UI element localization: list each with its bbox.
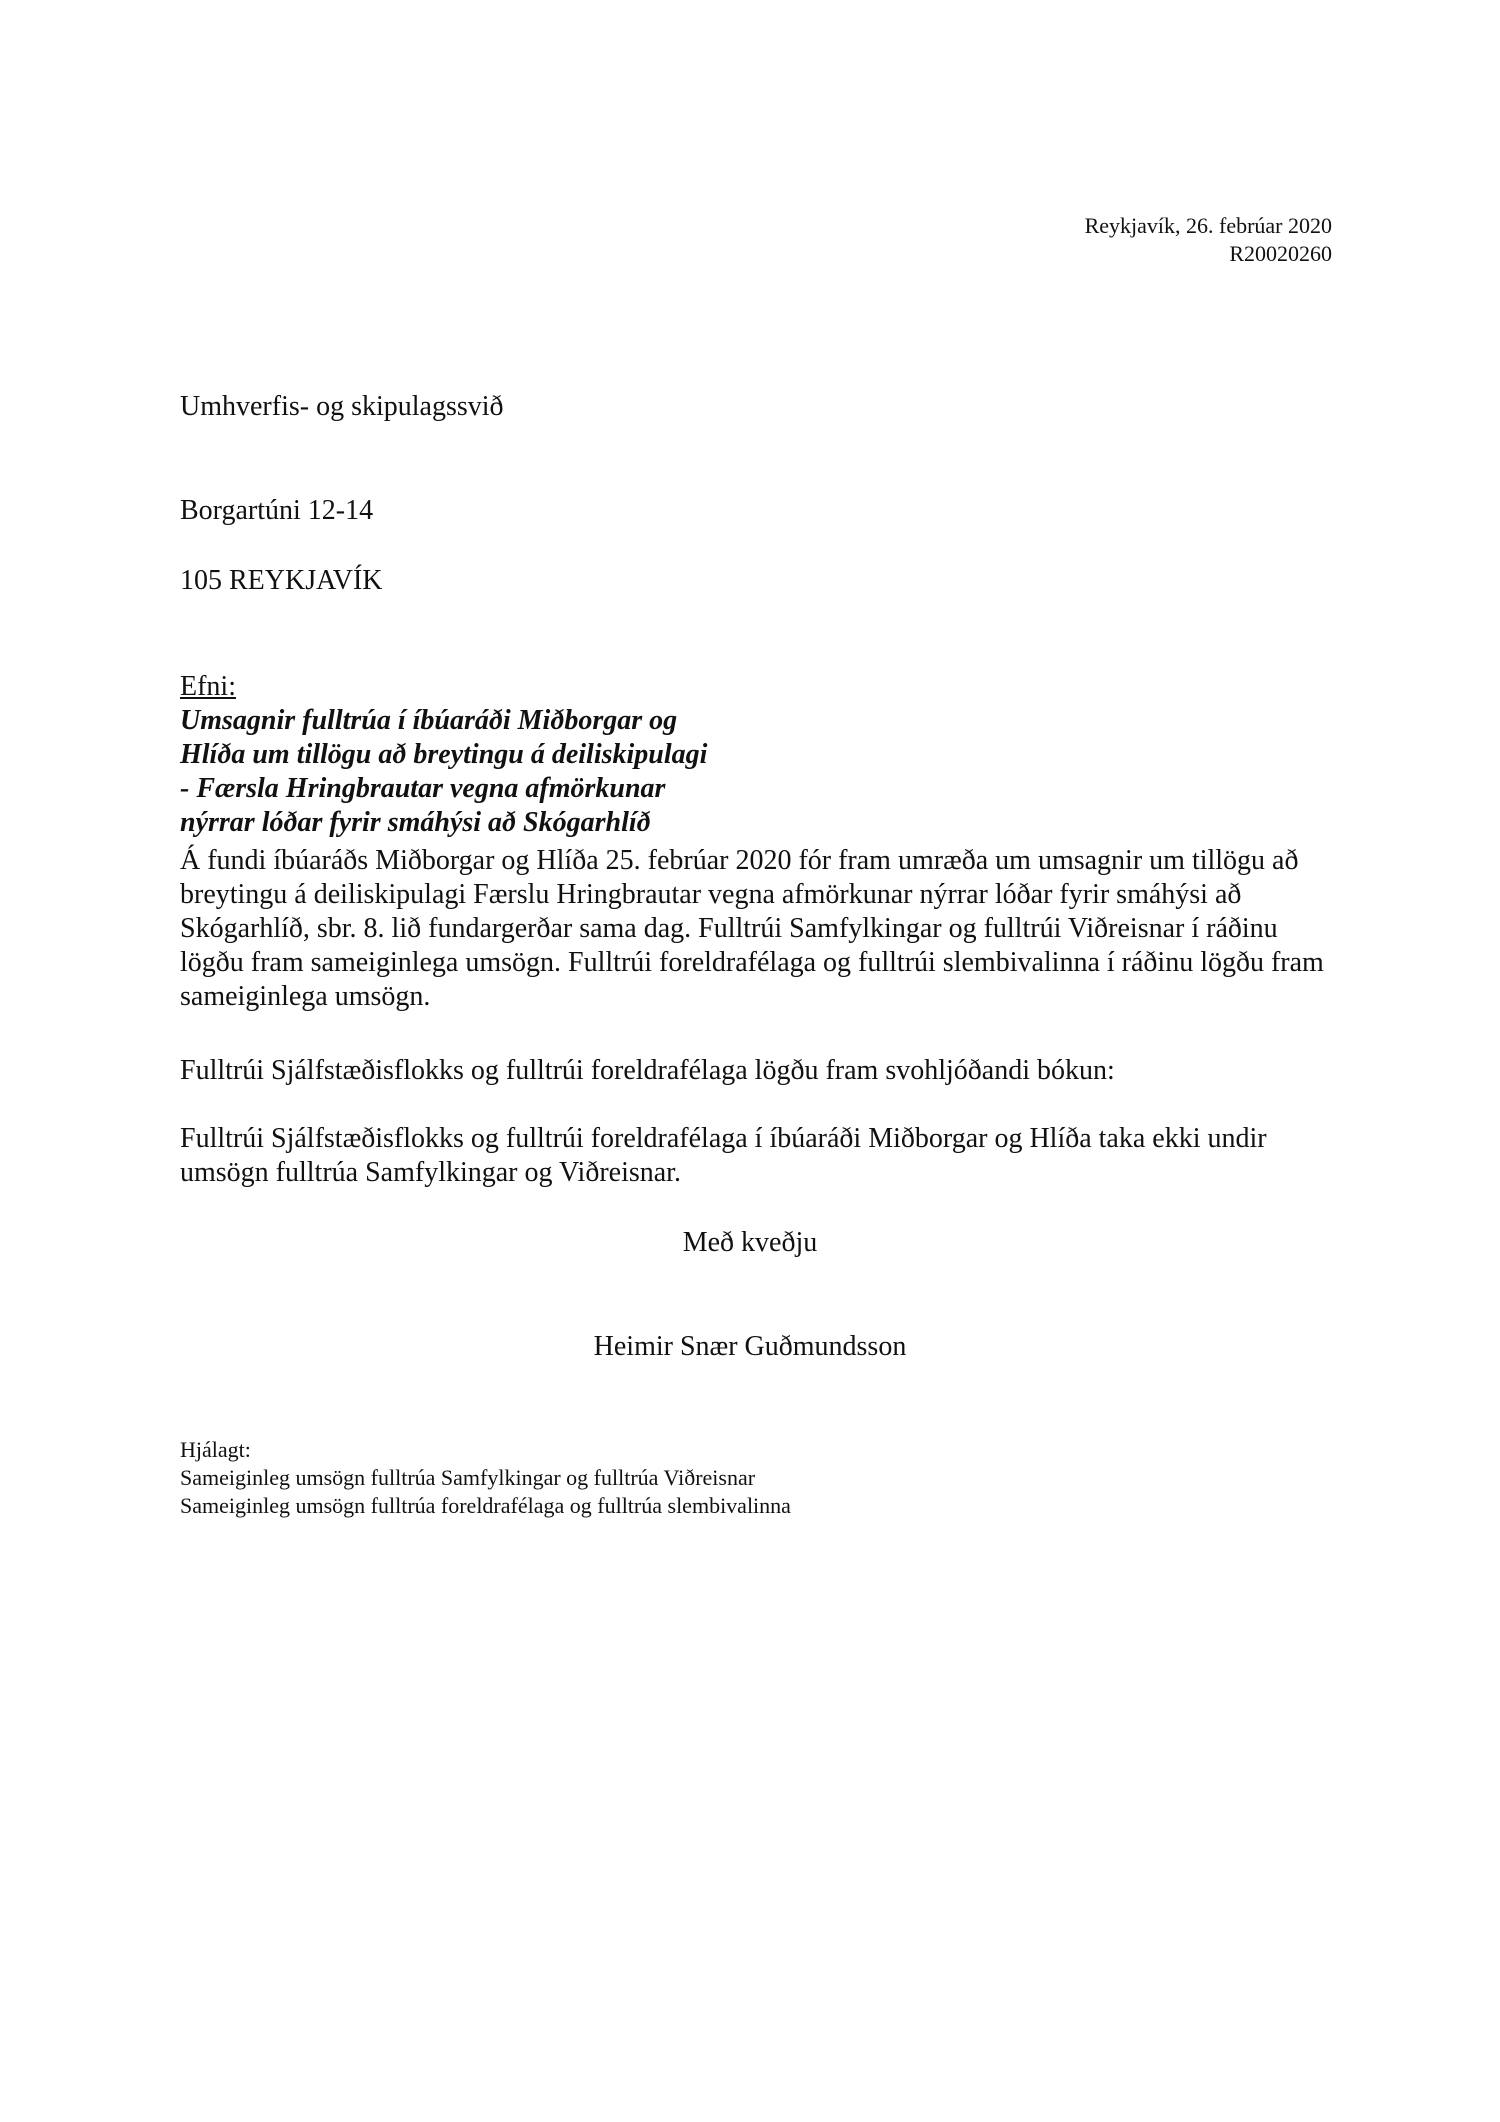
letter-header xyxy=(1085,212,1332,268)
subject-title-line: nýrrar lóðar fyrir smáhýsi að Skógarhlíð xyxy=(180,807,651,838)
attachment-item: Sameiginleg umsögn fulltrúa foreldrafélaga og fulltrúa slembivalinna xyxy=(180,1493,791,1518)
place-date: Reykjavík, 26. febrúar 2020 xyxy=(1084,213,1332,238)
body-paragraph-intro-booking: Fulltrúi Sjálfstæðisflokks og fulltrúi foreldrafélaga lögðu fram svohljóðandi bókun: xyxy=(180,1055,1115,1086)
closing-greeting: Með kveðju xyxy=(682,1227,818,1258)
recipient-street: Borgartúni 12-14 xyxy=(180,495,374,526)
subject-title-line: Hlíða um tillögu að breytingu á deiliskipulagi xyxy=(180,739,708,770)
body-paragraph-meeting: Á fundi íbúaráðs Miðborgar og Hlíða 25. febrúar 2020 fór fram umræða um umsagnir um tillögu að breytingu á deiliskipulagi Færslu Hringbrautar vegna afmörkunar nýrrar lóðar fyrir smáhýsi að Skógarhlíð, sbr. 8. lið fundargerðar sama dag. Fulltrúi Samfylkingar og fulltrúi Viðreisnar í ráðinu lögðu fram sameiginlega umsögn. Fulltrúi foreldrafélaga og fulltrúi slembivalinna í ráðinu lögðu fram sameiginlega umsögn. xyxy=(180,845,1324,1012)
subject-title-line: - Færsla Hringbrautar vegna afmörkunar xyxy=(180,773,666,804)
attachment-item: Sameiginleg umsögn fulltrúa Samfylkingar og fulltrúa Viðreisnar xyxy=(180,1465,756,1490)
signer-name: Heimir Snær Guðmundsson xyxy=(593,1331,907,1362)
attachments-block xyxy=(180,1436,791,1520)
reference-number: R20020260 xyxy=(1229,241,1332,266)
recipient-department: Umhverfis- og skipulagssvið xyxy=(180,391,504,422)
subject-block xyxy=(180,670,1320,840)
body-paragraph-booking: Fulltrúi Sjálfstæðisflokks og fulltrúi foreldrafélaga í íbúaráði Miðborgar og Hlíða taka ekki undir umsögn fulltrúa Samfylkingar og Viðreisnar. xyxy=(180,1123,1267,1188)
attachments-label: Hjálagt: xyxy=(180,1437,251,1462)
subject-label: Efni: xyxy=(180,671,236,702)
subject-title-line: Umsagnir fulltrúa í íbúaráði Miðborgar og xyxy=(180,705,678,736)
recipient-postal-city: 105 REYKJAVÍK xyxy=(180,565,383,596)
